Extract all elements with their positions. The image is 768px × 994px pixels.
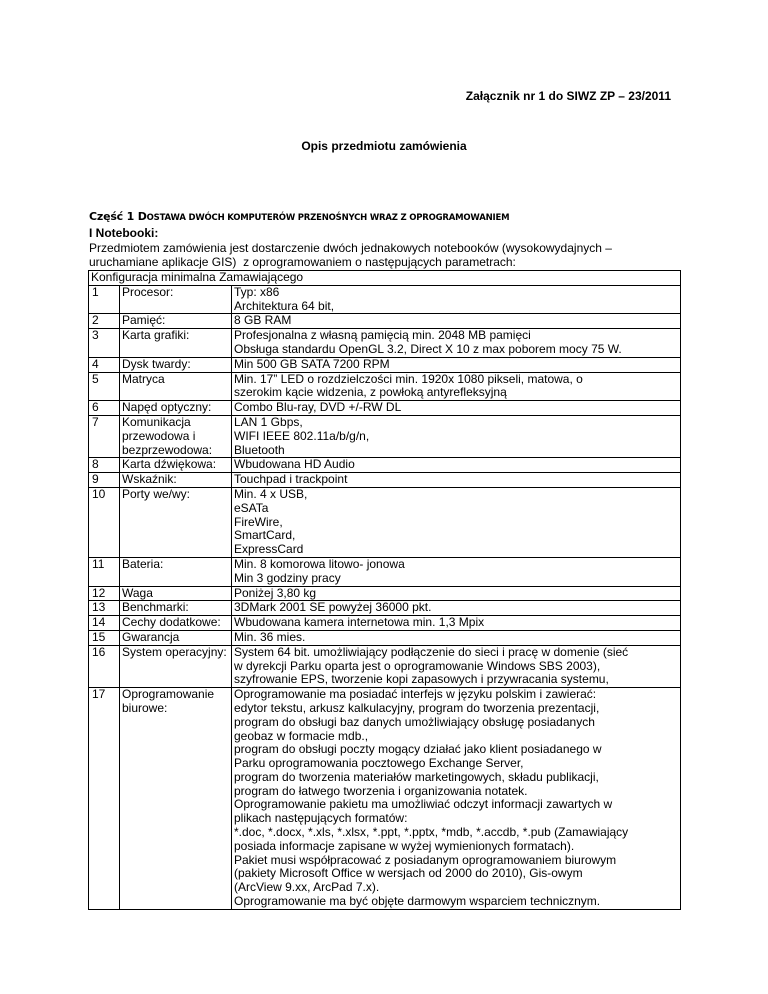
- value-line: program do tworzenia materiałów marketingowych, składu publikacji,: [234, 769, 599, 784]
- row-number: 6: [89, 401, 120, 416]
- row-value: [232, 329, 681, 358]
- row-value: [232, 688, 681, 910]
- row-value: [232, 601, 681, 616]
- table-row: [89, 630, 681, 645]
- section-heading: I Notebooki:: [89, 226, 159, 240]
- value-line: Oprogramowanie ma posiadać interfejs w języku polskim i zawierać:: [234, 687, 597, 702]
- part-heading-rest: OSTAWA DWÓCH KOMPUTERÓW PRZENOŚNYCH WRAZ Z OPROGRAMOWANIEM: [146, 213, 510, 223]
- value-line: posiada informacje zapisane w wyżej wymienionych formatach).: [234, 838, 575, 853]
- table-row: [89, 329, 681, 358]
- value-line: (ArcView 9.xx, ArcPad 7.x).: [234, 880, 380, 895]
- value-line: SmartCard,: [234, 528, 296, 543]
- row-label: Dysk twardy:: [120, 357, 232, 372]
- row-number: 7: [89, 415, 120, 457]
- table-row: [89, 616, 681, 631]
- value-line: Oprogramowanie pakietu ma umożliwiać odczyt informacji zawartych w: [234, 797, 613, 812]
- value-line: Wbudowana HD Audio: [234, 457, 355, 472]
- table-row: [89, 688, 681, 910]
- table-caption-row: [89, 271, 681, 286]
- row-label: Wskaźnik:: [120, 473, 232, 488]
- part-heading: [89, 210, 509, 223]
- row-value: [232, 415, 681, 457]
- row-label: Komunikacja przewodowa i bezprzewodowa:: [120, 415, 232, 457]
- value-line: program do obsługi poczty mogący działać jako klient posiadanego w: [234, 742, 602, 757]
- row-number: 3: [89, 329, 120, 358]
- table-row: [89, 357, 681, 372]
- row-value: [232, 372, 681, 401]
- value-line: Min 3 godziny pracy: [234, 570, 341, 585]
- table-row: [89, 314, 681, 329]
- table-row: [89, 645, 681, 687]
- value-line: LAN 1 Gbps,: [234, 414, 303, 429]
- row-value: [232, 557, 681, 586]
- value-line: Profesjonalna z własną pamięcią min. 2048 MB pamięci: [234, 328, 531, 343]
- row-value: [232, 630, 681, 645]
- row-label: Napęd optyczny:: [120, 401, 232, 416]
- row-value: [232, 487, 681, 557]
- row-number: 5: [89, 372, 120, 401]
- value-line: System 64 bit. umożliwiający podłączenie do sieci i pracę w domenie (sieć: [234, 644, 629, 659]
- table-row: [89, 487, 681, 557]
- value-line: program do obsługi baz danych umożliwiający obsługę posiadanych: [234, 714, 595, 729]
- value-line: Combo Blu-ray, DVD +/-RW DL: [234, 400, 402, 415]
- row-value: [232, 314, 681, 329]
- value-line: ExpressCard: [234, 542, 304, 557]
- value-line: Pakiet musi współpracować z posiadanym oprogramowaniem biurowym: [234, 852, 617, 867]
- value-line: geobaz w formacie mdb.,: [234, 728, 369, 743]
- row-label: Benchmarki:: [120, 601, 232, 616]
- row-value: [232, 645, 681, 687]
- table-row: [89, 557, 681, 586]
- value-line: program do łatwego tworzenia i organizowania notatek.: [234, 783, 528, 798]
- row-label: Karta grafiki:: [120, 329, 232, 358]
- table-row: [89, 586, 681, 601]
- row-label: System operacyjny:: [120, 645, 232, 687]
- row-number: 4: [89, 357, 120, 372]
- row-value: [232, 401, 681, 416]
- row-number: 9: [89, 473, 120, 488]
- row-number: 2: [89, 314, 120, 329]
- row-label: Waga: [120, 586, 232, 601]
- value-line: szyfrowanie EPS, tworzenie kopi zapasowych i przywracania systemu,: [234, 672, 609, 687]
- row-number: 10: [89, 487, 120, 557]
- table-row: [89, 458, 681, 473]
- row-number: 1: [89, 285, 120, 314]
- value-line: szerokim kącie widzenia, z powłoką antyrefleksyjną: [234, 385, 507, 400]
- row-label: Pamięć:: [120, 314, 232, 329]
- value-line: 3DMark 2001 SE powyżej 36000 pkt.: [234, 600, 432, 615]
- attachment-number: Załącznik nr 1 do SIWZ ZP – 23/2011: [465, 89, 671, 103]
- row-value: [232, 458, 681, 473]
- value-line: edytor tekstu, arkusz kalkulacyjny, program do tworzenia prezentacji,: [234, 700, 600, 715]
- value-line: Touchpad i trackpoint: [234, 472, 348, 487]
- row-value: [232, 586, 681, 601]
- value-line: Min 500 GB SATA 7200 RPM: [234, 356, 390, 371]
- table-row: [89, 285, 681, 314]
- intro-paragraph: [89, 242, 689, 270]
- table-row: [89, 601, 681, 616]
- row-number: 14: [89, 616, 120, 631]
- row-number: 8: [89, 458, 120, 473]
- value-line: Obsługa standardu OpenGL 3.2, Direct X 10 z max poborem mocy 75 W.: [234, 341, 622, 356]
- row-number: 15: [89, 630, 120, 645]
- value-line: WIFI IEEE 802.11a/b/g/n,: [234, 428, 370, 443]
- row-value: [232, 473, 681, 488]
- intro-line: uruchamiane aplikacje GIS) z oprogramowaniem o następujących parametrach:: [89, 254, 516, 269]
- row-value: [232, 357, 681, 372]
- value-line: Oprogramowanie ma być objęte darmowym wsparciem technicznym.: [234, 894, 601, 909]
- row-label: Gwarancja: [120, 630, 232, 645]
- row-number: 12: [89, 586, 120, 601]
- value-line: Typ: x86: [234, 284, 280, 299]
- value-line: Poniżej 3,80 kg: [234, 585, 317, 600]
- row-number: 13: [89, 601, 120, 616]
- row-label: Oprogramowanie biurowe:: [120, 688, 232, 910]
- row-value: [232, 616, 681, 631]
- table-row: [89, 473, 681, 488]
- row-label: Cechy dodatkowe:: [120, 616, 232, 631]
- value-line: (pakiety Microsoft Office w wersjach od 2000 do 2010), Gis-owym: [234, 866, 583, 881]
- value-line: Bluetooth: [234, 442, 285, 457]
- value-line: FireWire,: [234, 514, 283, 529]
- row-label: Porty we/wy:: [120, 487, 232, 557]
- row-label: Matryca: [120, 372, 232, 401]
- row-value: [232, 285, 681, 314]
- spec-table: [88, 270, 681, 910]
- intro-line: Przedmiotem zamówienia jest dostarczenie dwóch jednakowych notebooków (wysokowydajnych –: [89, 241, 612, 255]
- row-label: Karta dźwiękowa:: [120, 458, 232, 473]
- row-label: Bateria:: [120, 557, 232, 586]
- value-line: Architektura 64 bit,: [234, 298, 335, 313]
- value-line: *.doc, *.docx, *.xls, *.xlsx, *.ppt, *.pptx, *mdb, *.accdb, *.pub (Zamawiający: [234, 825, 629, 840]
- table-caption: Konfiguracja minimalna Zamawiającego: [89, 271, 681, 286]
- value-line: eSATa: [234, 500, 269, 515]
- value-line: Wbudowana kamera internetowa min. 1,3 Mpix: [234, 615, 485, 630]
- document-subject: Opis przedmiotu zamówienia: [301, 139, 467, 153]
- row-number: 16: [89, 645, 120, 687]
- table-row: [89, 401, 681, 416]
- part-heading-prefix: Część 1 D: [89, 210, 147, 223]
- value-line: Parku oprogramowania pocztowego Exchange Server,: [234, 756, 524, 771]
- row-number: 11: [89, 557, 120, 586]
- value-line: w dyrekcji Parku oparta jest o oprogramowanie Windows SBS 2003),: [234, 658, 601, 673]
- value-line: Min. 8 komorowa litowo- jonowa: [234, 556, 405, 571]
- value-line: Min. 4 x USB,: [234, 486, 308, 501]
- value-line: 8 GB RAM: [234, 313, 292, 328]
- row-number: 17: [89, 688, 120, 910]
- table-row: [89, 415, 681, 457]
- value-line: Min. 36 mies.: [234, 629, 306, 644]
- value-line: Min. 17” LED o rozdzielczości min. 1920x 1080 pikseli, matowa, o: [234, 371, 583, 386]
- value-line: plikach następujących formatów:: [234, 811, 408, 826]
- table-row: [89, 372, 681, 401]
- row-label: Procesor:: [120, 285, 232, 314]
